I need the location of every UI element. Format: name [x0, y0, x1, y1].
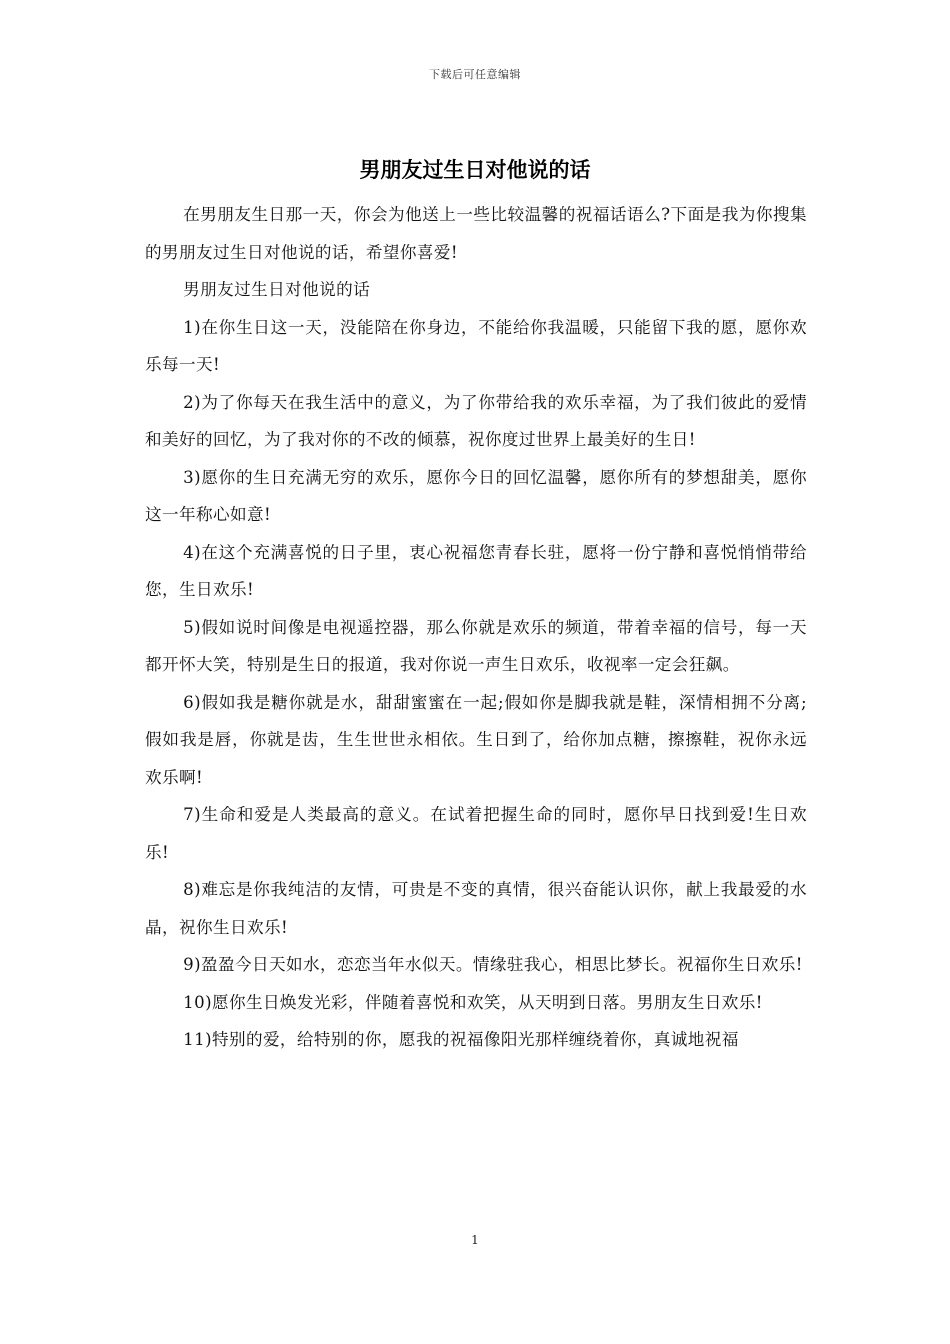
list-item: 4)在这个充满喜悦的日子里，衷心祝福您青春长驻，愿将一份宁静和喜悦悄悄带给您，生日欢乐! — [145, 542, 807, 599]
intro-paragraph: 在男朋友生日那一天，你会为他送上一些比较温馨的祝福话语么?下面是我为你搜集的男朋友过生日对他说的话，希望你喜爱! — [145, 205, 807, 262]
document-body — [145, 196, 807, 1059]
list-item: 9)盈盈今日天如水，恋恋当年水似天。情缘驻我心，相思比梦长。祝福你生日欢乐! — [183, 955, 803, 974]
list-item: 3)愿你的生日充满无穷的欢乐，愿你今日的回忆温馨，愿你所有的梦想甜美，愿你这一年称心如意! — [145, 467, 807, 524]
list-item: 2)为了你每天在我生活中的意义，为了你带给我的欢乐幸福，为了我们彼此的爱情和美好的回忆，为了我对你的不改的倾慕，祝你度过世界上最美好的生日! — [145, 392, 807, 449]
page-title: 男朋友过生日对他说的话 — [359, 157, 591, 182]
section-heading: 男朋友过生日对他说的话 — [183, 280, 371, 299]
list-item: 11)特别的爱，给特别的你，愿我的祝福像阳光那样缠绕着你，真诚地祝福 — [183, 1030, 739, 1049]
page-number: 1 — [471, 1233, 479, 1247]
header-note: 下载后可任意编辑 — [429, 68, 521, 81]
list-item: 10)愿你生日焕发光彩，伴随着喜悦和欢笑，从天明到日落。男朋友生日欢乐! — [183, 992, 763, 1012]
list-item: 6)假如我是糖你就是水，甜甜蜜蜜在一起;假如你是脚我就是鞋，深情相拥不分离;假如我是唇，你就是齿，生生世世永相依。生日到了，给你加点糖，擦擦鞋，祝你永远欢乐啊! — [145, 692, 807, 787]
list-item: 1)在你生日这一天，没能陪在你身边，不能给你我温暖，只能留下我的愿，愿你欢乐每一天! — [145, 317, 807, 374]
list-item: 5)假如说时间像是电视遥控器，那么你就是欢乐的频道，带着幸福的信号，每一天都开怀大笑，特别是生日的报道，我对你说一声生日欢乐，收视率一定会狂飙。 — [145, 617, 807, 674]
list-item: 8)难忘是你我纯洁的友情，可贵是不变的真情，很兴奋能认识你，献上我最爱的水晶，祝你生日欢乐! — [145, 880, 807, 937]
list-item: 7)生命和爱是人类最高的意义。在试着把握生命的同时，愿你早日找到爱!生日欢乐! — [145, 805, 807, 862]
